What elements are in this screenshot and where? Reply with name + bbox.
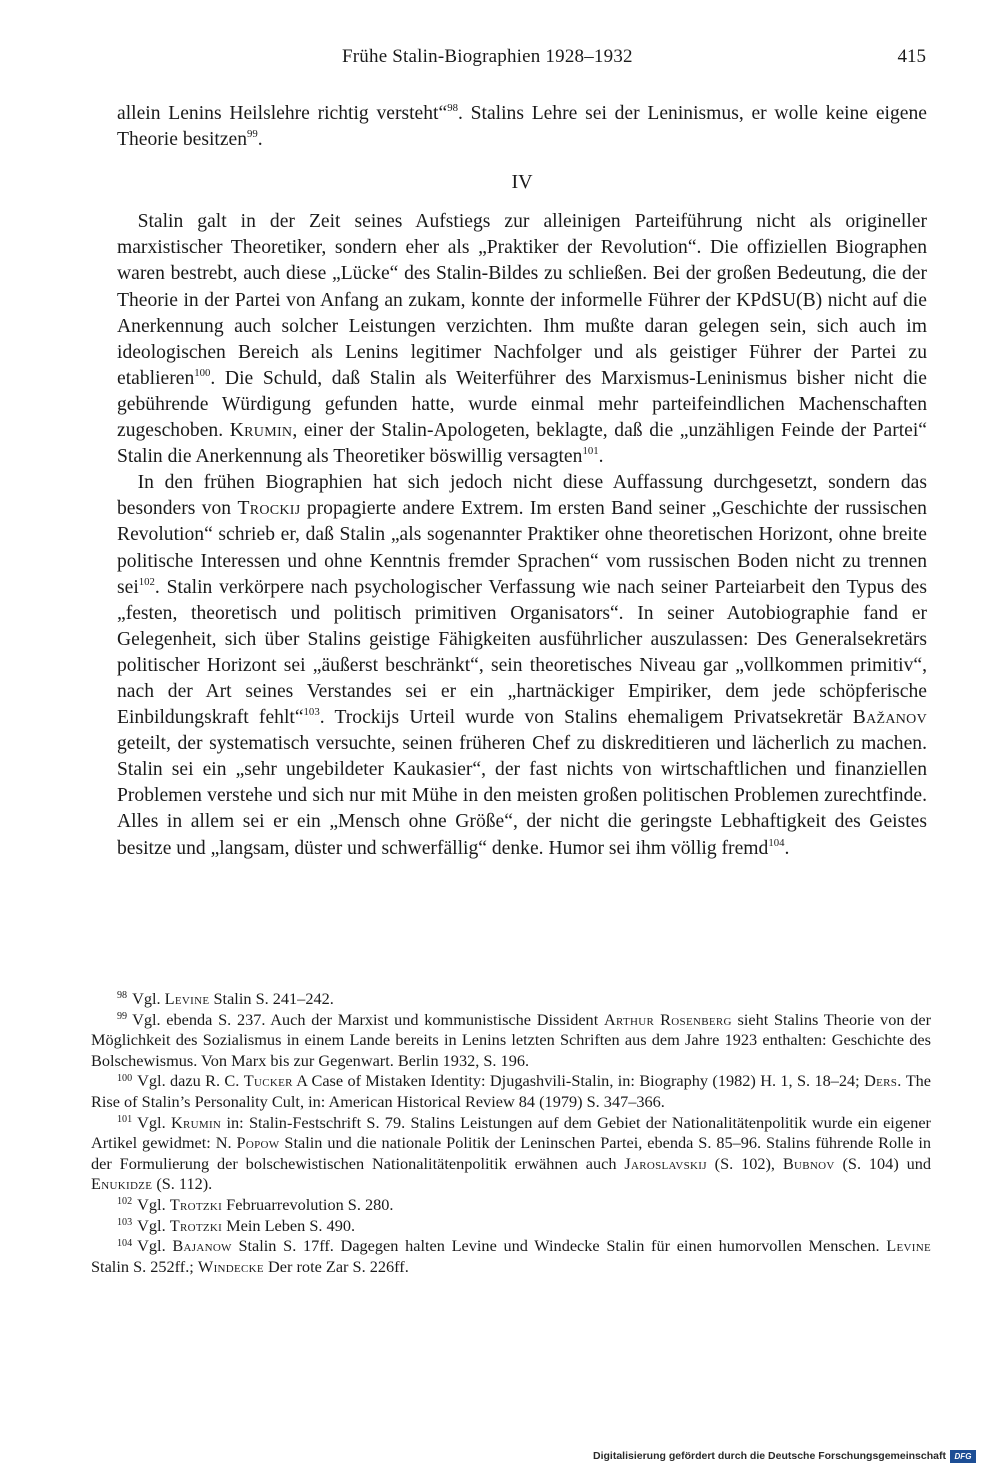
footnote-number: 102 xyxy=(117,1196,133,1208)
footnote-number: 101 xyxy=(117,1114,133,1126)
footnote-ref: 101 xyxy=(582,445,599,458)
digitization-credit xyxy=(593,1446,976,1466)
author-name: Bubnov xyxy=(782,1153,835,1173)
paragraph: In den frühen Biographien hat sich jedoch nicht diese Auffassung durchgesetzt, sondern das besonders von Trockij propagierte andere Extrem. Im ersten Band seiner „Geschichte der russischen Revolution“ schrieb er, daß Stalin „als sogenannter Praktiker ohne theoretischen Horizont, ohne breite politische Interessen und ohne Kenntnis fremder Sprachen“ vom russischen Boden nicht zu trennen sei$^{102}$. Stalin verkörpere nach psychologischer Verfassung wie nach seiner Parteiarbeit den Typus des „festen, theoretisch und politisch primitiven Organisators“. In seiner Autobiographie fand er Gelegenheit, sich über Stalins geistige Fähigkeiten ausführlicher auszulassen: Des Generalsekretärs politischer Horizont sei „äußerst beschränkt“, sein theoretisches Niveau gar „vollkommen primitiv“, nach der Art seines Verstandes sei er ein „hartnäckiger Empiriker, dem jede schöpferische Einbildungskraft fehlt“$^{103}$. Trockijs Urteil wurde von Stalins ehemaligem Privatsekretär Bažanov geteilt, der systematisch versuchte, seinen früheren Chef zu diskreditieren und lächerlich zu machen. Stalin sei ein „sehr ungebildeter Kaukasier“, der fast nichts von wirtschaftlichen und finanziellen Problemen verstehe und sich nur mit Mühe in den meisten großen politischen Problemen zurechtfinde. Alles in allem sei er ein „Mensch ohne Größe“, der nicht die geringste Lebhaftigkeit des Geistes besitze und „langsam, düster und schwerfällig“ denke. Humor sei ihm völlig fremd$^{104}$. xyxy=(117,472,928,859)
section-heading: IV xyxy=(511,171,533,194)
footnote: $^{104}$ Vgl. Bajanow Stalin S. 17ff. Dagegen halten Levine und Windecke Stalin für einen humorvollen Menschen. Levine Stalin S. 252ff.; Windecke Der rote Zar S. 226ff. xyxy=(91,1236,931,1276)
author-name: Jaroslavskij xyxy=(624,1153,707,1173)
footnote-ref: 100 xyxy=(194,366,211,379)
author-name: Levine xyxy=(164,989,210,1008)
footnotes xyxy=(91,989,931,1277)
running-head xyxy=(0,46,1000,74)
footnote-ref: 103 xyxy=(303,705,320,718)
footnote-number: 104 xyxy=(117,1237,133,1249)
footnote-number: 103 xyxy=(117,1216,133,1228)
footnote: $^{98}$ Vgl. Levine Stalin S. 241–242. xyxy=(117,989,334,1008)
footnote-number: 99 xyxy=(117,1011,128,1023)
footnote-ref: 104 xyxy=(768,836,785,849)
author-name: Enukidze xyxy=(91,1174,153,1194)
author-name: Arthur Rosenberg xyxy=(603,1009,732,1029)
footnote: $^{100}$ Vgl. dazu R. C. Tucker A Case of Mistaken Identity: Djugashvili-Stalin, in: Biography (1982) H. 1, S. 18–24; Ders. The Rise of Stalin’s Personality Cult, in: American Historical Review 84 (1979) S. 347–366. xyxy=(91,1071,931,1111)
footnote-number: 98 xyxy=(117,990,128,1002)
paragraph-continuation: allein Lenins Heilslehre richtig versteht“$^{98}$. Stalins Lehre sei der Leninismus, er wolle keine eigene Theorie besitzen$^{99}$. xyxy=(117,101,927,151)
author-name: Trotzki xyxy=(169,1194,223,1214)
author-name: Trockij xyxy=(237,498,301,520)
page-number: 415 xyxy=(897,46,926,67)
author-name: Windecke xyxy=(197,1256,264,1276)
author-name: Bajanow xyxy=(172,1236,232,1256)
footnote: $^{99}$ Vgl. ebenda S. 237. Auch der Marxist und kommunistische Dissident Arthur Rosenberg sieht Stalins Theorie von der Möglichkeit des Sozialismus in einem Lande bereits in Lenins letzten Schriften aus dem Jahre 1923 enthalten: Geschichte des Bolschewismus. Von Marx bis zur Gegenwart. Berlin 1932, S. 196. xyxy=(91,1009,931,1070)
footnote-number: 100 xyxy=(117,1072,133,1084)
paragraph: Stalin galt in der Zeit seines Aufstiegs zur alleinigen Parteiführung nicht als origineller marxistischer Theoretiker, sondern eher als „Praktiker der Revolution“. Die offiziellen Biographen waren bestrebt, auch diese „Lücke“ des Stalin-Bildes zu schließen. Bei der großen Bedeutung, die der Theorie in der Partei von Anfang an zukam, konnte der informelle Führer der KPdSU(B) nicht auf die Anerkennung auch solcher Leistungen verzichten. Ihm mußte daran gelegen sein, sich auch im ideologischen Bereich als Lenins legitimer Nachfolger und als geistiger Führer der Partei zu etablieren$^{100}$. Die Schuld, daß Stalin als Weiterführer des Marxismus-Leninismus bisher nicht die gebührende Würdigung gefunden hatte, wurde einmal mehr parteifeindlichen Machenschaften zugeschoben. Krumin, einer der Stalin-Apologeten, beklagte, daß die „unzähligen Feinde der Partei“ Stalin die Anerkennung als Theoretiker böswillig versagten$^{101}$. xyxy=(117,211,927,468)
main-text xyxy=(117,101,927,862)
footnote: $^{101}$ Vgl. Krumin in: Stalin-Festschrift S. 79. Stalins Leistungen auf dem Gebiet der Nationalitätenpolitik wurde ein eigener Artikel gewidmet: N. Popow Stalin und die nationale Politik der Leninschen Partei, ebenda S. 85–96. Stalins führende Rolle in der Formulierung der bolschewistischen Nationalitätenpolitik erwähnen auch Jaroslavskij (S. 102), Bubnov (S. 104) und Enukidze (S. 112). xyxy=(91,1112,932,1194)
footnote-ref: 98 xyxy=(447,101,458,114)
author-name: Ders. xyxy=(864,1071,902,1091)
author-name: Levine xyxy=(886,1236,931,1256)
footnote-ref: 102 xyxy=(138,575,155,588)
author-name: Trotzki xyxy=(169,1215,223,1235)
author-name: Krumin xyxy=(170,1112,222,1132)
author-name: Krumin xyxy=(229,420,293,442)
footnote-ref: 99 xyxy=(247,128,258,141)
dfg-logo-icon: DFG xyxy=(950,1450,976,1463)
footnote: $^{103}$ Vgl. Trotzki Mein Leben S. 490. xyxy=(117,1215,356,1235)
author-name: Bažanov xyxy=(852,707,928,729)
digitization-credit-text: Digitalisierung gefördert durch die Deutsche Forschungsgemeinschaft xyxy=(593,1450,946,1462)
author-name: Tucker xyxy=(243,1071,293,1091)
footnote: $^{102}$ Vgl. Trotzki Februarrevolution S. 280. xyxy=(117,1194,394,1214)
running-title: Frühe Stalin-Biographien 1928–1932 xyxy=(342,46,633,67)
author-name: Popow xyxy=(236,1133,280,1153)
